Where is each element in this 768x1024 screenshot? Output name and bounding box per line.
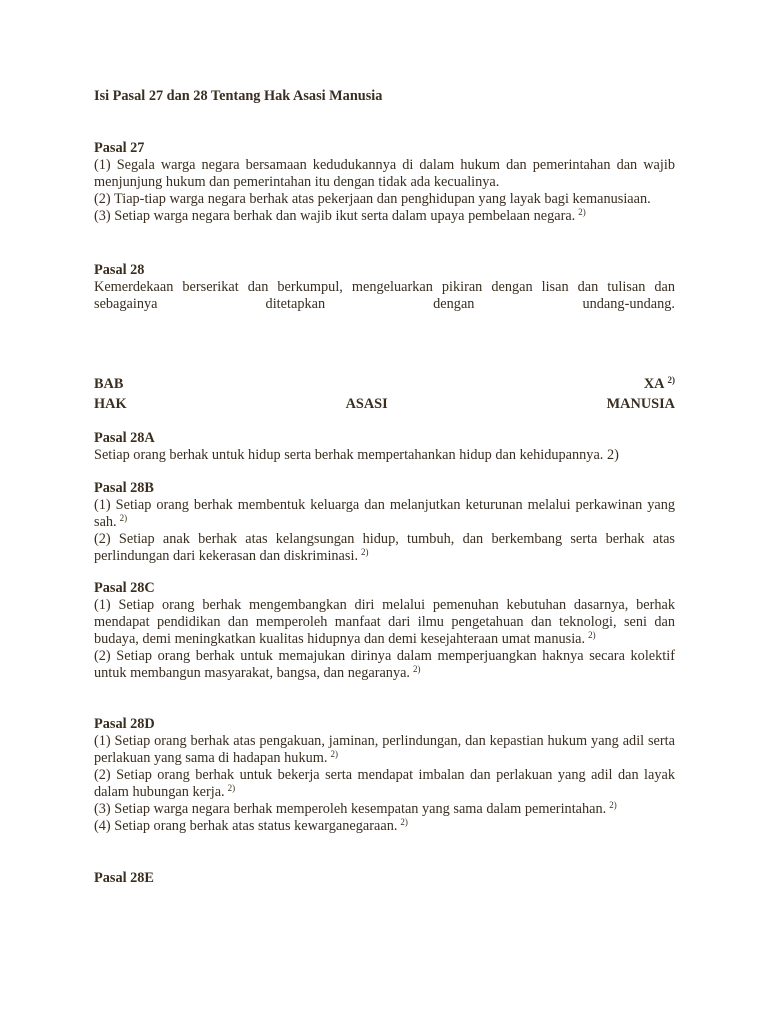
footnote-mark: 2): [609, 800, 617, 810]
pasal-28c-section: [94, 580, 675, 682]
pasal-28d-section: [94, 716, 675, 835]
bab-heading-block: [94, 374, 675, 414]
footnote-mark: 2): [578, 207, 586, 217]
pasal-28d-item-4-text: (4) Setiap orang berhak atas status kewarganegaraan.: [94, 818, 398, 834]
bab-word-hak: HAK: [94, 396, 127, 412]
footnote-mark: 2): [119, 513, 128, 523]
pasal-28b-item-2: [94, 531, 675, 565]
footnote-mark: 2): [400, 817, 408, 827]
pasal-28c-heading: Pasal 28C: [94, 580, 155, 596]
pasal-28e-heading: Pasal 28E: [94, 870, 154, 886]
pasal-28c-item-1-text: (1) Setiap orang berhak mengembangkan diri melalui pemenuhan kebutuhan dasarnya, berhak mendapat pendidikan dan memperoleh manfaat dari ilmu pengetahuan dan teknologi, seni dan budaya, demi meningkatkan kualitas hidupnya dan demi kesejahteraan umat manusia.: [94, 597, 675, 647]
pasal-28c-item-2: [94, 648, 675, 682]
pasal-28a-text: Setiap orang berhak untuk hidup serta berhak mempertahankan hidup dan kehidupannya. 2): [94, 447, 619, 463]
footnote-mark: 2): [227, 783, 236, 793]
pasal-28c-item-2-text: (2) Setiap orang berhak untuk memajukan dirinya dalam memperjuangkan haknya secara kolektif untuk membangun masyarakat, bangsa, dan negaranya.: [94, 648, 675, 681]
footnote-mark: 2): [413, 664, 421, 674]
pasal-27-item-3: [94, 208, 675, 225]
bab-line-2: [94, 394, 675, 414]
pasal-28d-heading: Pasal 28D: [94, 716, 155, 732]
pasal-27-heading: Pasal 27: [94, 140, 145, 156]
bab-word-asasi: ASASI: [345, 396, 388, 412]
pasal-28a-section: [94, 430, 675, 464]
pasal-27-item-1: (1) Segala warga negara bersamaan kedudukannya di dalam hukum dan pemerintahan dan wajib menjunjung hukum dan pemerintahan itu dengan tidak ada kecualinya.: [94, 157, 675, 190]
pasal-28c-item-1: [94, 597, 675, 648]
pasal-28-text: Kemerdekaan berserikat dan berkumpul, mengeluarkan pikiran dengan lisan dan tulisan dan sebagainya ditetapkan dengan undang-undang.: [94, 279, 675, 312]
pasal-28d-item-4: [94, 818, 675, 835]
document-title: Isi Pasal 27 dan 28 Tentang Hak Asasi Manusia: [94, 88, 383, 104]
pasal-28b-item-1-text: (1) Setiap orang berhak membentuk keluarga dan melanjutkan keturunan melalui perkawinan yang sah.: [94, 497, 675, 530]
pasal-28d-item-3: [94, 801, 675, 818]
bab-word: BAB: [94, 376, 124, 392]
footnote-mark: 2): [330, 749, 338, 759]
pasal-28d-item-1-text: (1) Setiap orang berhak atas pengakuan, jaminan, perlindungan, dan kepastian hukum yang adil serta perlakuan yang sama di hadapan hukum.: [94, 733, 675, 766]
pasal-28d-item-3-text: (3) Setiap warga negara berhak memperoleh kesempatan yang sama dalam pemerintahan.: [94, 801, 607, 817]
pasal-28b-heading: Pasal 28B: [94, 480, 154, 496]
bab-line-1: [94, 374, 675, 394]
pasal-28e-section: [94, 870, 675, 887]
pasal-27-section: [94, 140, 675, 225]
pasal-28d-item-1: [94, 733, 675, 767]
pasal-28d-item-2: [94, 767, 675, 801]
pasal-28a-heading: Pasal 28A: [94, 430, 155, 446]
footnote-mark: 2): [588, 630, 596, 640]
pasal-28-section: [94, 262, 675, 313]
pasal-28d-item-2-text: (2) Setiap orang berhak untuk bekerja serta mendapat imbalan dan perlakuan yang adil dan layak dalam hubungan kerja.: [94, 767, 675, 800]
pasal-28-heading: Pasal 28: [94, 262, 145, 278]
bab-number: [644, 374, 675, 394]
pasal-28b-item-2-text: (2) Setiap anak berhak atas kelangsungan hidup, tumbuh, dan berkembang serta berhak atas perlindungan dari kekerasan dan diskriminasi.: [94, 531, 675, 564]
pasal-28b-section: [94, 480, 675, 565]
pasal-27-item-2: (2) Tiap-tiap warga negara berhak atas pekerjaan dan penghidupan yang layak bagi kemanusiaan.: [94, 191, 651, 207]
footnote-mark: 2): [361, 547, 369, 557]
bab-word-manusia: MANUSIA: [606, 396, 675, 412]
pasal-28b-item-1: [94, 497, 675, 531]
pasal-27-item-3-text: (3) Setiap warga negara berhak dan wajib ikut serta dalam upaya pembelaan negara.: [94, 208, 576, 224]
footnote-mark: 2): [667, 375, 675, 385]
bab-number-text: XA: [643, 376, 665, 392]
